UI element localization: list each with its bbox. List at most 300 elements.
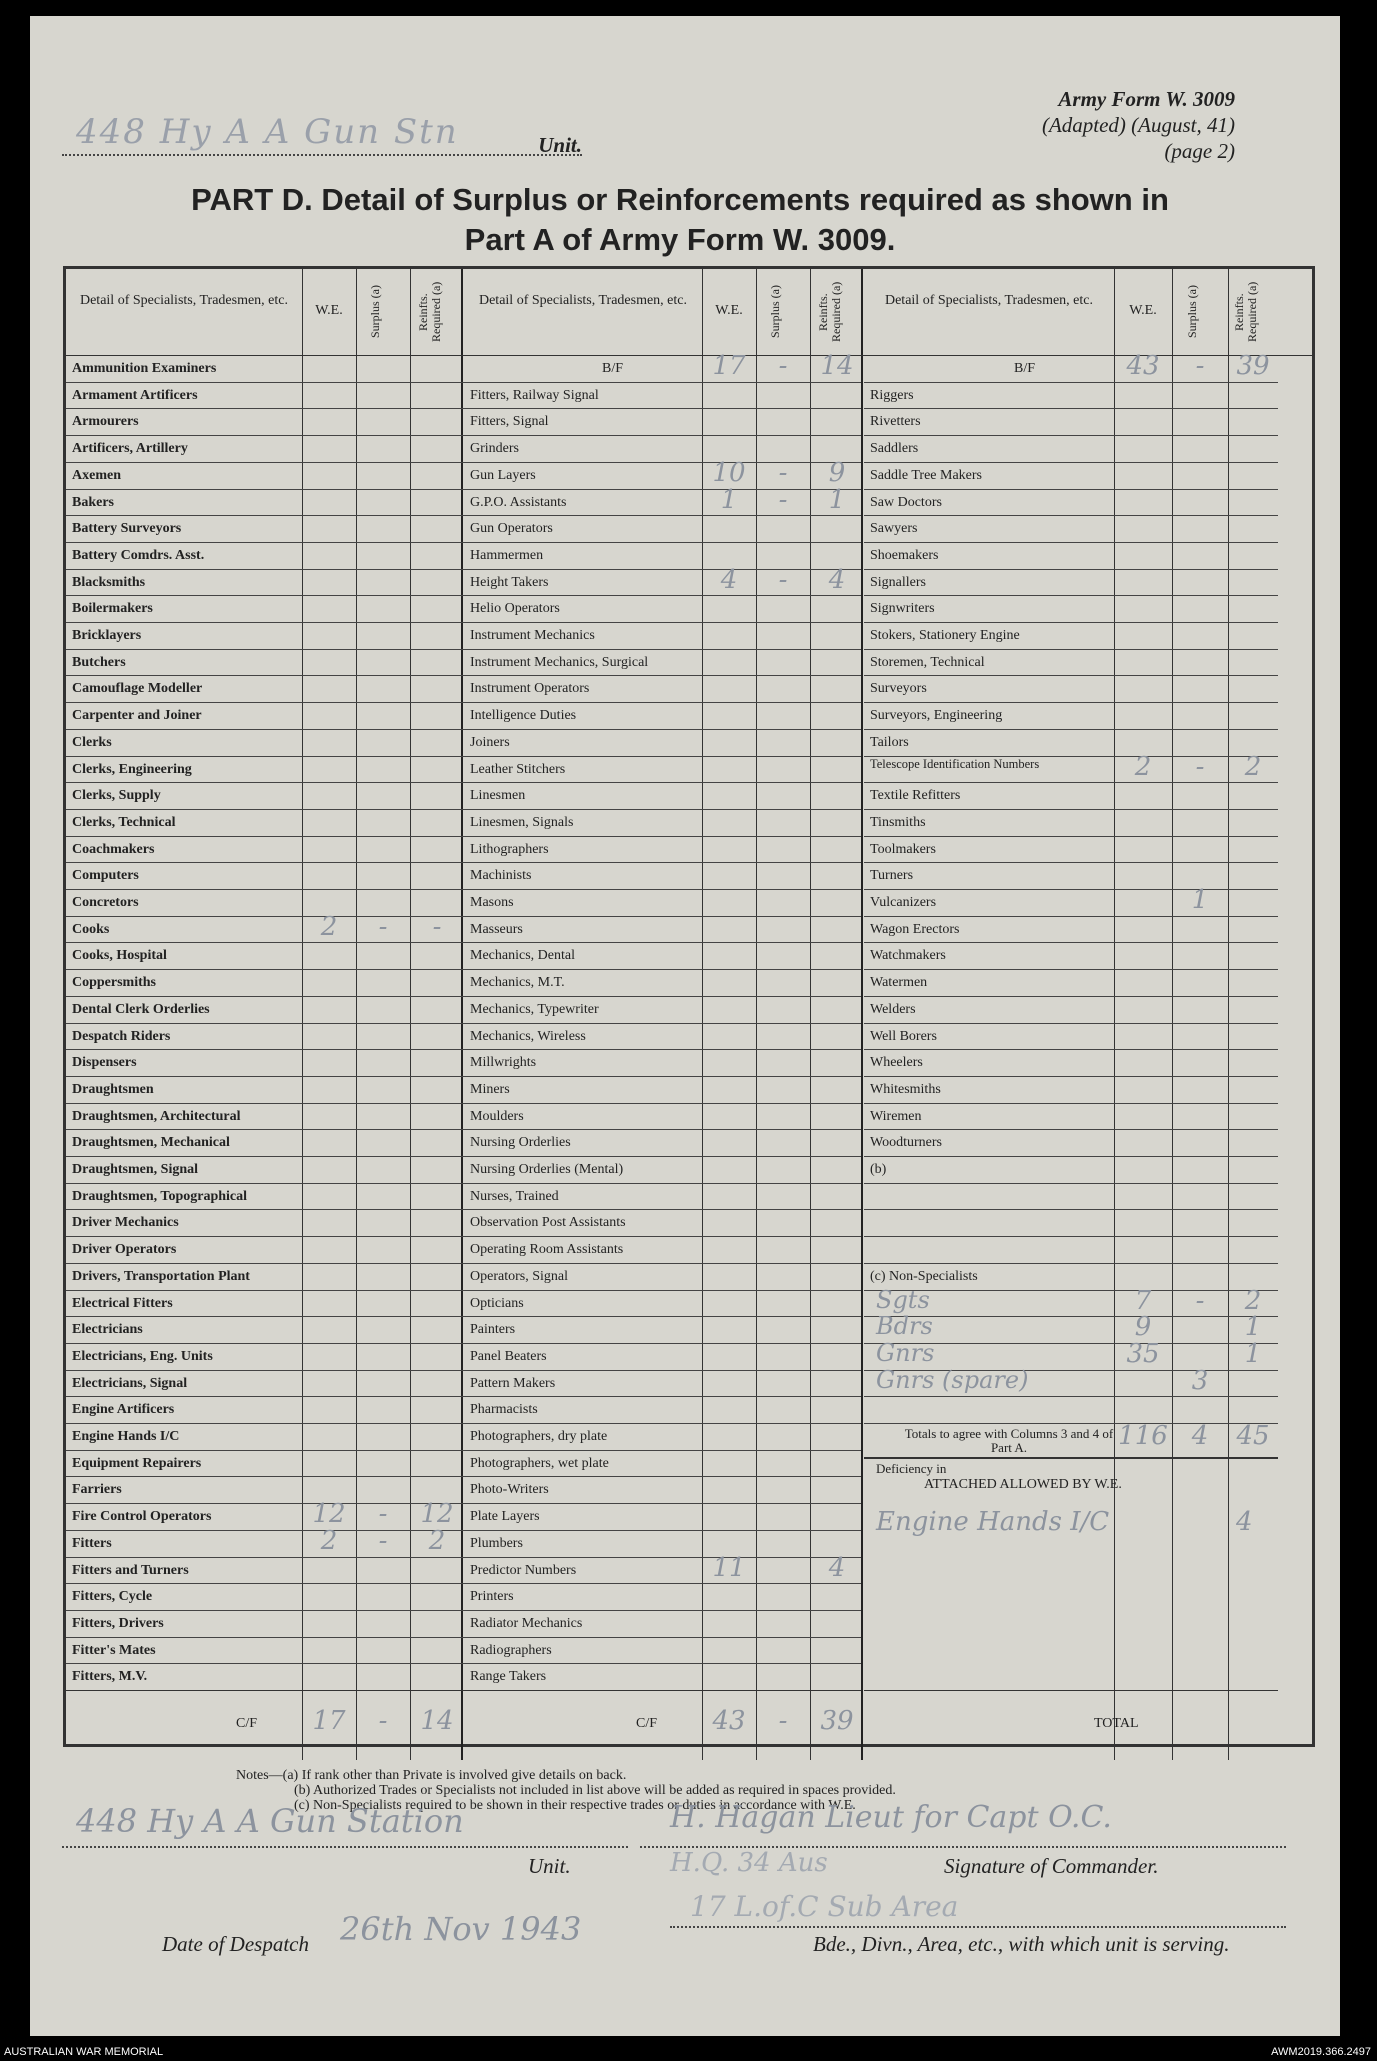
row-rule xyxy=(66,542,861,543)
row-rule xyxy=(66,756,861,757)
form-page-number: (page 2) xyxy=(1164,139,1235,163)
row-label: Masons xyxy=(470,895,514,910)
totals-label: Totals to agree with Columns 3 and 4 of Part A. xyxy=(904,1426,1114,1455)
row-label: Draughtsmen, Signal xyxy=(72,1162,199,1177)
totals-entry-we: 116 xyxy=(1118,1421,1168,1451)
row-label: Pharmacists xyxy=(470,1402,538,1418)
attached-entry-label: Engine Hands I/C xyxy=(876,1507,1110,1537)
row-rule xyxy=(864,462,1278,463)
row-label: Stokers, Stationery Engine xyxy=(870,628,1020,643)
row-rule xyxy=(66,996,861,997)
signature-field xyxy=(640,1800,1286,1848)
row-label: Axemen xyxy=(72,467,121,483)
row-rule xyxy=(66,1583,861,1584)
non-specialist-entry-we: 35 xyxy=(1126,1338,1160,1369)
row-rule xyxy=(66,1023,861,1024)
row-rule xyxy=(66,622,861,623)
row-label: Draughtsmen xyxy=(72,1081,154,1097)
row-rule xyxy=(66,836,861,837)
col-divider xyxy=(1172,269,1173,1760)
row-rule xyxy=(66,1530,861,1531)
row-label: Toolmakers xyxy=(870,841,936,857)
row-rule xyxy=(864,1263,1278,1264)
row-rule xyxy=(66,1049,861,1050)
row-rule xyxy=(66,1316,861,1317)
attached-divider xyxy=(1228,1499,1229,1690)
row-label: Clerks, Engineering xyxy=(72,761,192,777)
row-rule xyxy=(864,729,1278,730)
row-rule xyxy=(864,942,1278,943)
row-label: Fire Control Operators xyxy=(72,1509,212,1525)
col2-entry-reinf: 1 xyxy=(828,484,846,515)
row-rule xyxy=(864,542,1278,543)
row-label: Signwriters xyxy=(870,601,935,617)
row-label: Wiremen xyxy=(870,1108,922,1124)
row-label: Bricklayers xyxy=(72,628,142,643)
row-rule xyxy=(66,595,861,596)
row-label: Tinsmiths xyxy=(870,814,926,830)
unit-field-top xyxy=(62,112,582,157)
col1-cf-surplus: - xyxy=(378,1706,388,1736)
col-divider xyxy=(356,269,357,1760)
cf-label: C/F xyxy=(236,1716,258,1731)
row-label: Electricians, Signal xyxy=(72,1375,188,1391)
row-rule xyxy=(66,729,861,730)
col-divider xyxy=(302,269,303,1760)
col2-entry-surplus: - xyxy=(778,484,788,515)
row-label: (c) Non-Specialists xyxy=(870,1268,978,1284)
row-label: Fitters, Railway Signal xyxy=(470,387,599,403)
col2-entry-we: 1 xyxy=(720,484,738,515)
col1-entry-surplus: - xyxy=(378,1499,388,1530)
row-label: Farriers xyxy=(72,1482,122,1498)
row-label: Mechanics, Wireless xyxy=(470,1028,586,1044)
attached-label: ATTACHED ALLOWED BY W.E. xyxy=(924,1477,1122,1492)
row-label: Surveyors, Engineering xyxy=(870,708,1003,724)
col3-bf-surplus: - xyxy=(1195,351,1205,381)
row-label: Woodturners xyxy=(870,1135,942,1151)
header-detail: Detail of Specialists, Tradesmen, etc. xyxy=(478,293,688,308)
row-rule xyxy=(864,916,1278,917)
row-label: Carpenter and Joiner xyxy=(72,708,202,724)
cf-rule xyxy=(66,1690,861,1691)
header-detail: Detail of Specialists, Tradesmen, etc. xyxy=(79,293,289,308)
non-specialist-label: Gnrs (spare) xyxy=(876,1365,1029,1394)
row-label: Clerks, Supply xyxy=(72,788,161,804)
row-label: Engine Hands I/C xyxy=(72,1429,180,1444)
row-label: Armourers xyxy=(72,414,139,430)
row-rule xyxy=(66,1423,861,1424)
title-line-2: Part A of Army Form W. 3009. xyxy=(464,222,896,257)
row-label: Operators, Signal xyxy=(470,1268,568,1284)
specialists-table xyxy=(63,266,1315,1747)
row-label: Drivers, Transportation Plant xyxy=(72,1268,250,1284)
unit-label: Unit. xyxy=(538,133,582,157)
form-adapted: (Adapted) (August, 41) xyxy=(1041,113,1235,137)
row-rule xyxy=(66,809,861,810)
non-specialist-entry-we: 9 xyxy=(1134,1312,1152,1343)
row-label: Painters xyxy=(470,1322,516,1338)
row-rule xyxy=(864,408,1278,409)
col3-entry-we: 2 xyxy=(1134,751,1152,782)
row-label: Armament Artificers xyxy=(72,387,198,403)
col2-bf-surplus: - xyxy=(778,351,788,381)
row-label: Equipment Repairers xyxy=(72,1455,202,1471)
row-label: Electricians xyxy=(72,1322,143,1338)
footer-unit-handwritten: 448 Hy A A Gun Station xyxy=(76,1802,464,1840)
bf-label: B/F xyxy=(602,361,624,376)
row-label: Concretors xyxy=(72,895,139,910)
header-reinfts: Reinfts. Required (a) xyxy=(416,281,443,343)
row-label: Miners xyxy=(470,1081,510,1097)
row-rule xyxy=(864,1076,1278,1077)
row-label: Dental Clerk Orderlies xyxy=(72,1001,210,1017)
row-rule xyxy=(864,1236,1278,1237)
totals-entry-surplus: 4 xyxy=(1191,1421,1209,1451)
col1-entry-reinf: 2 xyxy=(428,1525,446,1556)
row-label: Joiners xyxy=(470,734,510,750)
cf-label: C/F xyxy=(636,1716,658,1731)
non-specialist-entry-reinf: 1 xyxy=(1244,1338,1262,1369)
credit-left: AUSTRALIAN WAR MEMORIAL xyxy=(4,2046,164,2058)
row-rule xyxy=(864,1049,1278,1050)
signature-label: Signature of Commander. xyxy=(944,1854,1159,1878)
row-rule xyxy=(66,702,861,703)
row-label: Watermen xyxy=(870,975,928,991)
row-rule xyxy=(66,1236,861,1237)
row-label: Instrument Mechanics, Surgical xyxy=(470,654,649,670)
row-label: Despatch Riders xyxy=(72,1028,171,1044)
row-label: Welders xyxy=(870,1001,916,1017)
row-rule xyxy=(66,889,861,890)
col1-entry-we: 12 xyxy=(312,1499,346,1530)
totals-rule xyxy=(864,1457,1278,1459)
row-label: Textile Refitters xyxy=(870,788,961,804)
row-label: Bakers xyxy=(72,494,114,510)
bde-handwritten-2: 17 L.of.C Sub Area xyxy=(690,1890,959,1923)
bde-label: Bde., Divn., Area, etc., with which unit is serving. xyxy=(813,1932,1230,1956)
row-rule xyxy=(864,595,1278,596)
row-label: Blacksmiths xyxy=(72,574,146,590)
col3-bf-reinf: 39 xyxy=(1236,351,1270,381)
row-rule xyxy=(66,1610,861,1611)
row-label: Cooks, Hospital xyxy=(72,948,167,964)
row-label: Cooks xyxy=(72,921,110,937)
row-rule xyxy=(66,649,861,650)
col2-entry-reinf: 4 xyxy=(828,1552,846,1583)
row-label: Artificers, Artillery xyxy=(72,441,188,457)
row-label: (b) xyxy=(870,1162,887,1177)
row-label: Battery Surveyors xyxy=(72,521,182,537)
non-specialist-label: Sgts xyxy=(876,1285,930,1314)
row-label: Dispensers xyxy=(72,1055,137,1071)
row-rule xyxy=(66,862,861,863)
row-label: Photographers, dry plate xyxy=(470,1429,608,1444)
col2-entry-surplus: - xyxy=(778,564,788,595)
title-line-1: PART D. Detail of Surplus or Reinforcements required as shown in xyxy=(191,182,1169,217)
row-rule xyxy=(66,1396,861,1397)
row-rule xyxy=(864,569,1278,570)
col2-cf-surplus: - xyxy=(778,1706,788,1736)
row-label: Mechanics, M.T. xyxy=(470,975,565,991)
row-label: Sawyers xyxy=(870,521,918,537)
row-label: Ammunition Examiners xyxy=(72,361,217,376)
header-surplus: Surplus (a) xyxy=(1185,285,1199,339)
row-label: Electricians, Eng. Units xyxy=(72,1348,213,1364)
header-surplus: Surplus (a) xyxy=(368,285,382,339)
row-rule xyxy=(864,836,1278,837)
row-label: Printers xyxy=(470,1589,514,1605)
row-label: Gun Layers xyxy=(470,467,536,483)
non-specialist-entry-surplus: - xyxy=(1195,1285,1205,1316)
non-specialist-entry-reinf: 2 xyxy=(1244,1285,1262,1316)
row-rule xyxy=(864,969,1278,970)
row-label: Plate Layers xyxy=(470,1509,540,1525)
col2-cf-we: 43 xyxy=(712,1706,746,1736)
row-label: Fitters and Turners xyxy=(72,1562,189,1578)
row-rule xyxy=(66,382,861,383)
col2-entry-we: 11 xyxy=(712,1552,746,1583)
col-divider xyxy=(1114,269,1115,1760)
row-label: Pattern Makers xyxy=(470,1375,556,1391)
row-label: Tailors xyxy=(870,734,909,750)
row-label: Battery Comdrs. Asst. xyxy=(72,547,205,563)
col1-entry-surplus: - xyxy=(378,911,388,942)
page-title xyxy=(100,180,1260,260)
row-rule xyxy=(66,675,861,676)
row-rule xyxy=(864,1023,1278,1024)
form-reference xyxy=(945,86,1235,164)
row-rule xyxy=(864,1103,1278,1104)
row-label: Telescope Identification Numbers xyxy=(870,756,1040,771)
row-rule xyxy=(66,1076,861,1077)
non-specialist-entry-we: 7 xyxy=(1134,1285,1152,1316)
row-label: Radiographers xyxy=(470,1642,552,1658)
row-label: Shoemakers xyxy=(870,547,939,563)
row-label: Clerks, Technical xyxy=(72,814,176,830)
row-rule xyxy=(66,969,861,970)
col1-cf-reinf: 14 xyxy=(420,1706,454,1736)
header-we: W.E. xyxy=(1129,303,1157,318)
row-label: Machinists xyxy=(470,868,532,884)
col1-entry-reinf: 12 xyxy=(420,1499,454,1530)
row-label: Saw Doctors xyxy=(870,494,942,510)
row-rule xyxy=(864,996,1278,997)
row-label: Coachmakers xyxy=(72,841,155,857)
row-rule xyxy=(66,408,861,409)
row-label: Fitter's Mates xyxy=(72,1642,156,1658)
row-label: Instrument Operators xyxy=(470,681,590,697)
non-specialist-entry-reinf: 1 xyxy=(1244,1312,1262,1343)
row-label: Hammermen xyxy=(470,547,544,563)
total-rule xyxy=(864,1690,1278,1691)
row-label: Range Takers xyxy=(470,1669,547,1685)
row-label: Photographers, wet plate xyxy=(470,1455,609,1471)
row-label: G.P.O. Assistants xyxy=(470,494,567,510)
row-label: Draughtsmen, Mechanical xyxy=(72,1135,230,1151)
footer-unit-label: Unit. xyxy=(528,1854,571,1878)
row-label: Boilermakers xyxy=(72,601,153,617)
row-label: Fitters, Drivers xyxy=(72,1615,164,1631)
row-rule xyxy=(864,382,1278,383)
total-label: TOTAL xyxy=(1094,1716,1139,1731)
col-divider xyxy=(410,269,411,1760)
bde-field xyxy=(670,1890,1286,1928)
row-label: Radiator Mechanics xyxy=(470,1615,583,1631)
row-label: Nurses, Trained xyxy=(470,1188,559,1204)
row-label: Mechanics, Dental xyxy=(470,948,575,964)
row-rule xyxy=(864,702,1278,703)
row-label: Draughtsmen, Topographical xyxy=(72,1188,248,1204)
header-reinfts: Reinfts. Required (a) xyxy=(1232,281,1259,343)
credit-right: AWM2019.366.2497 xyxy=(1271,2046,1371,2058)
row-label: Mechanics, Typewriter xyxy=(470,1001,599,1017)
deficiency-label: Deficiency in xyxy=(876,1461,947,1476)
row-rule xyxy=(864,1209,1278,1210)
col3-bf-we: 43 xyxy=(1126,351,1160,381)
col2-bf-we: 17 xyxy=(712,351,746,381)
row-label: Instrument Mechanics xyxy=(470,628,595,643)
row-rule xyxy=(66,435,861,436)
row-rule xyxy=(864,1183,1278,1184)
row-rule xyxy=(66,1450,861,1451)
row-rule xyxy=(66,1156,861,1157)
row-rule xyxy=(864,515,1278,516)
signature-handwritten: H. Hagan Lieut for Capt O.C. xyxy=(670,1800,1112,1835)
row-label: Rivetters xyxy=(870,414,921,430)
col2-entry-we: 4 xyxy=(720,564,738,595)
attached-entry-value: 4 xyxy=(1236,1507,1253,1537)
row-rule xyxy=(66,515,861,516)
col1-entry-we: 2 xyxy=(320,911,338,942)
row-rule xyxy=(864,782,1278,783)
row-label: Vulcanizers xyxy=(870,895,937,910)
row-label: Plumbers xyxy=(470,1535,523,1551)
row-label: Nursing Orderlies xyxy=(470,1135,571,1151)
col-divider xyxy=(702,269,703,1760)
non-specialist-label: Bdrs xyxy=(876,1312,933,1341)
non-specialist-entry-surplus: 3 xyxy=(1191,1365,1209,1396)
row-rule xyxy=(66,1129,861,1130)
totals-entry-reinf: 45 xyxy=(1236,1421,1270,1451)
row-label: Height Takers xyxy=(470,574,549,590)
row-label: Moulders xyxy=(470,1108,524,1124)
col1-entry-surplus: - xyxy=(378,1525,388,1556)
row-label: Clerks xyxy=(72,734,112,750)
row-label: Millwrights xyxy=(470,1055,537,1071)
row-label: Linesmen xyxy=(470,788,526,804)
row-label: Draughtsmen, Architectural xyxy=(72,1108,241,1124)
row-label: Predictor Numbers xyxy=(470,1562,577,1578)
row-label: Nursing Orderlies (Mental) xyxy=(470,1162,624,1177)
col2-entry-surplus: - xyxy=(778,457,788,488)
non-specialist-label: Gnrs xyxy=(876,1338,935,1367)
row-rule xyxy=(66,1476,861,1477)
row-label: Computers xyxy=(72,868,139,884)
row-rule xyxy=(66,1183,861,1184)
col1-cf-we: 17 xyxy=(312,1706,346,1736)
group-divider xyxy=(861,269,863,1760)
row-label: Riggers xyxy=(870,387,914,403)
header-we: W.E. xyxy=(315,303,343,318)
row-rule xyxy=(864,435,1278,436)
row-label: Saddlers xyxy=(870,441,919,457)
row-label: Signallers xyxy=(870,574,926,590)
header-detail: Detail of Specialists, Tradesmen, etc. xyxy=(884,293,1094,308)
row-label: Intelligence Duties xyxy=(470,708,577,724)
row-label: Wheelers xyxy=(870,1055,923,1071)
note-b: (b) Authorized Trades or Specialists not included in list above will be added as required in spaces provided. xyxy=(294,1783,896,1798)
row-rule xyxy=(66,942,861,943)
row-label: Masseurs xyxy=(470,921,523,937)
row-rule xyxy=(66,1290,861,1291)
row-label: Fitters xyxy=(72,1535,112,1551)
row-label: Fitters, Cycle xyxy=(72,1589,153,1605)
row-label: Linesmen, Signals xyxy=(470,814,574,830)
note-a: Notes—(a) If rank other than Private is involved give details on back. xyxy=(236,1768,627,1783)
header-we: W.E. xyxy=(715,303,743,318)
header-reinfts: Reinfts. Required (a) xyxy=(816,281,843,343)
row-label: Electrical Fitters xyxy=(72,1295,173,1311)
row-rule xyxy=(66,1370,861,1371)
row-rule xyxy=(864,862,1278,863)
row-rule xyxy=(864,809,1278,810)
row-rule xyxy=(66,1209,861,1210)
row-label: Whitesmiths xyxy=(870,1081,941,1097)
row-label: Saddle Tree Makers xyxy=(870,467,982,483)
row-label: Fitters, M.V. xyxy=(72,1669,148,1685)
group-divider xyxy=(461,269,463,1760)
row-rule xyxy=(66,1263,861,1264)
footer-unit-field xyxy=(62,1802,628,1848)
row-label: Opticians xyxy=(470,1295,524,1311)
row-label: Well Borers xyxy=(870,1028,937,1044)
header-surplus: Surplus (a) xyxy=(768,285,782,339)
col1-entry-we: 2 xyxy=(320,1525,338,1556)
row-rule xyxy=(66,782,861,783)
col-divider xyxy=(756,269,757,1760)
row-rule xyxy=(66,916,861,917)
row-label: Helio Operators xyxy=(470,601,560,617)
col2-entry-reinf: 4 xyxy=(828,564,846,595)
note-c: (c) Non-Specialists required to be shown in their respective trades or duties in accordance with W.E. xyxy=(294,1798,856,1813)
row-label: Photo-Writers xyxy=(470,1482,549,1498)
row-label: Leather Stitchers xyxy=(470,761,566,777)
row-rule xyxy=(864,675,1278,676)
row-rule xyxy=(864,649,1278,650)
row-label: Wagon Erectors xyxy=(870,921,960,937)
row-label: Observation Post Assistants xyxy=(470,1215,626,1231)
col3-entry-reinf: 2 xyxy=(1244,751,1262,782)
row-rule xyxy=(66,1343,861,1344)
col1-entry-reinf: - xyxy=(432,911,442,942)
row-label: Turners xyxy=(870,868,914,884)
form-number: Army Form W. 3009 xyxy=(1058,87,1235,111)
col3-entry-surplus: - xyxy=(1195,751,1205,782)
row-rule xyxy=(66,1103,861,1104)
col2-cf-reinf: 39 xyxy=(820,1706,854,1736)
row-label: Driver Operators xyxy=(72,1242,177,1258)
row-label: Operating Room Assistants xyxy=(470,1242,624,1258)
date-handwritten: 26th Nov 1943 xyxy=(340,1910,582,1948)
row-label: Camouflage Modeller xyxy=(72,681,203,697)
row-label: Fitters, Signal xyxy=(470,414,549,430)
col2-bf-reinf: 14 xyxy=(820,351,854,381)
row-rule xyxy=(66,1663,861,1664)
col-divider xyxy=(810,269,811,1760)
row-rule xyxy=(864,489,1278,490)
row-rule xyxy=(66,1503,861,1504)
